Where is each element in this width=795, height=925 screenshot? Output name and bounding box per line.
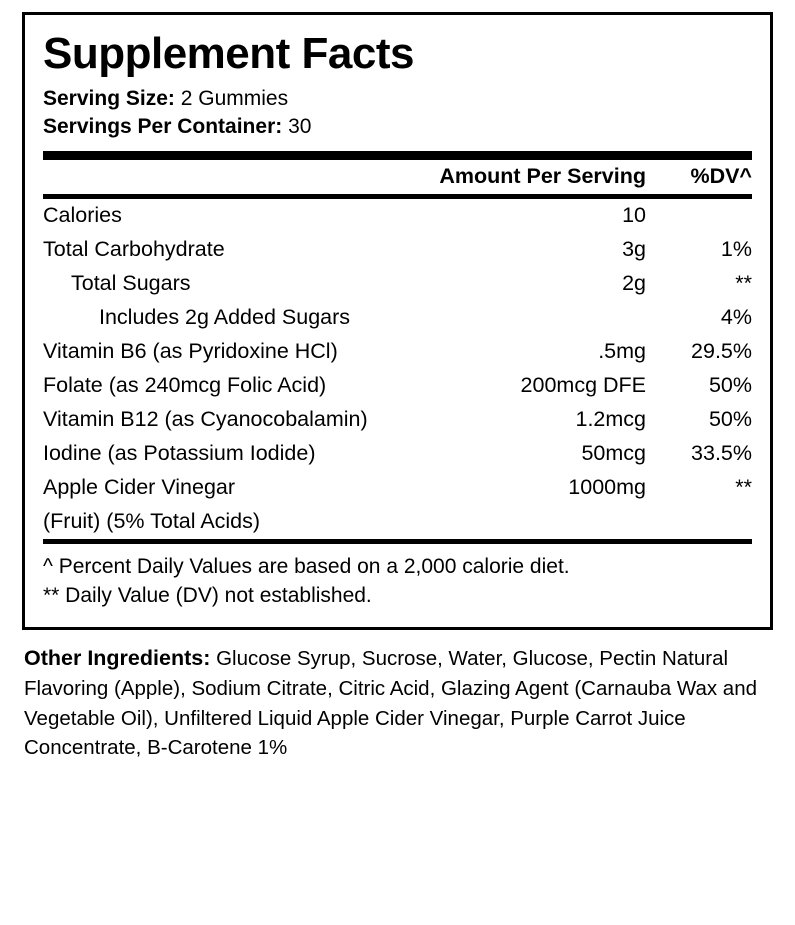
- row-name: Vitamin B12 (as Cyanocobalamin): [43, 406, 368, 431]
- row-name: Total Carbohydrate: [43, 236, 225, 261]
- nutrition-rows-table: [43, 199, 752, 539]
- other-ingredients: [22, 630, 773, 763]
- footnote-daily-value: ^ Percent Daily Values are based on a 2,000 calorie diet.: [43, 554, 570, 578]
- row-amount: 200mcg DFE: [520, 372, 646, 397]
- other-ingredients-text: Glucose Syrup, Sucrose, Water, Glucose, Pectin Natural Flavoring (Apple), Sodium Citrate, Citric Acid, Glazing Agent (Carnauba Wax and Vegetable Oil), Unfiltered Liquid Apple Cider Vinegar, Purple Carrot Juice Concentrate, B-Carotene 1%: [24, 647, 758, 760]
- servings-per-container-line: [43, 113, 752, 141]
- supplement-facts-panel: [22, 12, 773, 630]
- row-amount: 1000mg: [568, 474, 646, 499]
- divider-thick-top: [43, 151, 752, 160]
- page-title: Supplement Facts: [43, 29, 414, 78]
- row-name: Total Sugars: [71, 270, 191, 295]
- nutrition-table: [43, 160, 752, 194]
- row-dv: 1%: [720, 236, 752, 261]
- table-row: [43, 369, 752, 403]
- table-row: [43, 471, 752, 505]
- row-dv: 29.5%: [691, 338, 752, 363]
- row-name: Iodine (as Potassium Iodide): [43, 440, 316, 465]
- table-row: [43, 403, 752, 437]
- row-amount: 50mcg: [581, 440, 646, 465]
- table-header-row: [43, 160, 752, 194]
- table-row: [43, 335, 752, 369]
- row-dv: [660, 505, 752, 539]
- header-percent-dv: %DV^: [690, 163, 752, 188]
- table-row: [43, 437, 752, 471]
- row-amount: 3g: [622, 236, 646, 261]
- row-dv: **: [735, 474, 752, 499]
- serving-size-label: Serving Size:: [43, 87, 175, 111]
- table-row: [43, 233, 752, 267]
- row-name: Folate (as 240mcg Folic Acid): [43, 372, 327, 397]
- row-name: Vitamin B6 (as Pyridoxine HCl): [43, 338, 338, 363]
- table-row: [43, 301, 752, 335]
- row-dv: 4%: [720, 304, 752, 329]
- row-name: Includes 2g Added Sugars: [99, 304, 351, 329]
- table-row: [43, 505, 752, 539]
- row-name: Calories: [43, 202, 122, 227]
- footnote-dv-not-established: ** Daily Value (DV) not established.: [43, 584, 372, 608]
- row-dv: 50%: [708, 372, 752, 397]
- footnotes: [43, 544, 752, 612]
- row-name: (Fruit) (5% Total Acids): [43, 508, 261, 533]
- row-name: Apple Cider Vinegar: [43, 474, 236, 499]
- row-amount: [475, 505, 660, 539]
- row-dv: [660, 199, 752, 233]
- row-dv: **: [735, 270, 752, 295]
- row-amount: 2g: [622, 270, 646, 295]
- row-amount: 1.2mcg: [575, 406, 646, 431]
- serving-size-line: [43, 85, 752, 113]
- table-row: [43, 199, 752, 233]
- serving-size-value: 2 Gummies: [180, 87, 289, 111]
- header-amount-per-serving: Amount Per Serving: [439, 163, 646, 188]
- other-ingredients-label: Other Ingredients:: [24, 646, 211, 671]
- servings-per-container-label: Servings Per Container:: [43, 114, 283, 138]
- row-amount: [475, 301, 660, 335]
- row-dv: 50%: [708, 406, 752, 431]
- row-amount: .5mg: [598, 338, 646, 363]
- row-amount: 10: [622, 202, 646, 227]
- row-dv: 33.5%: [691, 440, 752, 465]
- servings-per-container-value: 30: [288, 114, 312, 138]
- table-row: [43, 267, 752, 301]
